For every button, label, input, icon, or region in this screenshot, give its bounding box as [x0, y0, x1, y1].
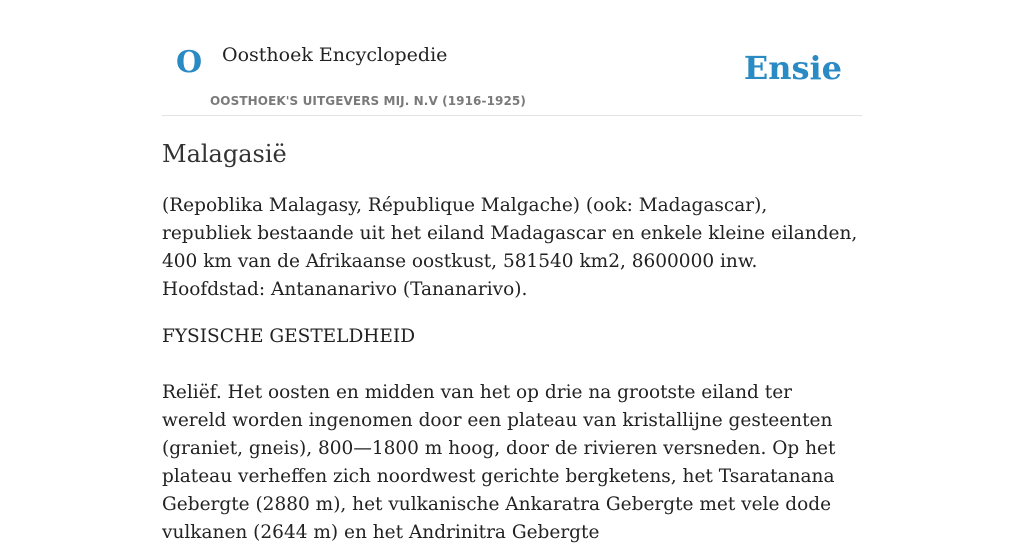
ensie-logo[interactable]: Ensie [743, 49, 842, 87]
page [162, 0, 862, 547]
body-paragraph: Reliëf. Het oosten en midden van het op drie na grootste eiland ter wereld worden ingenomen door een plateau van kristallijne gesteenten (graniet, gneis), 800—1800 m hoog, door de rivieren versneden. Op het plateau verheffen zich noordwest gerichte bergketens, het Tsaratanana Gebergte (2880 m), het vulkanische Ankaratra Gebergte met vele dode vulkanen (2644 m) en het Andrinitra Gebergte [162, 381, 836, 543]
header [162, 0, 862, 116]
section-heading: FYSISCHE GESTELDHEID [162, 325, 416, 347]
publisher-label: OOSTHOEK'S UITGEVERS MIJ. N.V (1916-1925) [210, 94, 526, 108]
article [162, 140, 862, 547]
page-title: Malagasië [162, 140, 287, 168]
book-logo[interactable]: O [176, 45, 203, 80]
intro-paragraph: (Repoblika Malagasy, République Malgache) (ook: Madagascar), republiek bestaande uit het eiland Madagascar en enkele kleine eilanden, 400 km van de Afrikaanse oostkust, 581540 km2, 8600000 inw. Hoofdstad: Antananarivo (Tananarivo). [162, 194, 858, 300]
book-title[interactable]: Oosthoek Encyclopedie [222, 44, 448, 66]
